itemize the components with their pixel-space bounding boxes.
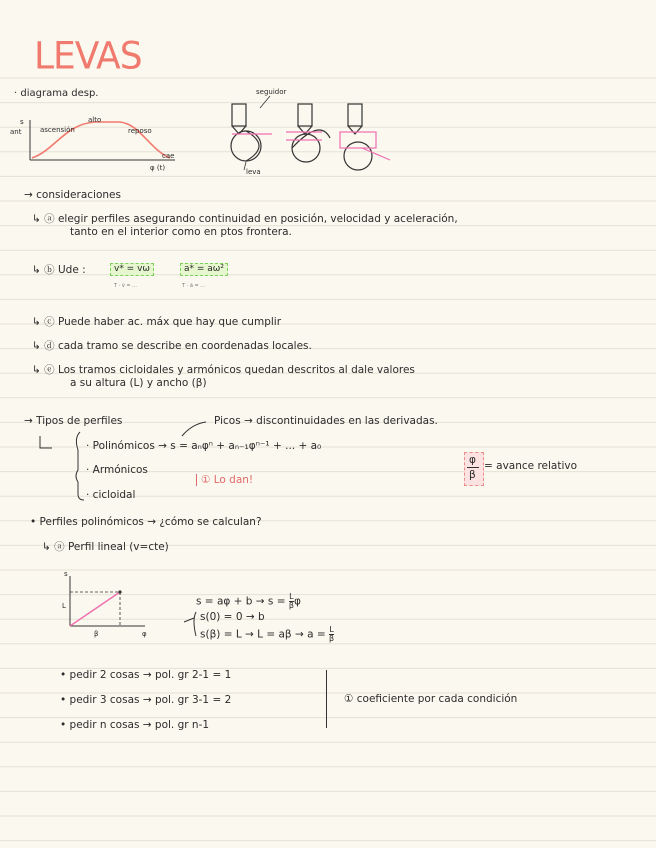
polinomicos-question: • Perfiles polinómicos → ¿cómo se calculan? [30,516,262,528]
velocity-formula-box: v* = vω [110,263,154,276]
consideraciones-heading: → consideraciones [24,189,121,201]
alto-label: alto [88,116,102,124]
axis-ant-label: ant [10,128,22,136]
seguidor-label: seguidor [256,88,287,96]
perfil-lineal: ↳ ⓐ Perfil lineal (v=cte) [42,541,169,553]
linear-equation [196,593,301,610]
diagrama-label: · diagrama desp. [14,88,99,99]
eq1-numerator: L [289,592,294,601]
consideracion-e: ↳ ⓔ Los tramos cicloidales y armónicos quedan descritos al dale valores [32,364,415,376]
condition-2-fraction [329,626,334,643]
graph-beta-label: β [94,630,99,638]
bullets-divider [326,670,327,728]
acceleration-formula-box: a* = aω² [180,263,228,276]
eq3-denominator: β [329,634,335,643]
bullet-pedir-n: • pedir n cosas → pol. gr n-1 [60,719,210,731]
lo-dan-note: ① Lo dan! [196,474,253,486]
cicloidal-line: · cicloidal [86,489,136,501]
consideracion-a: ↳ ⓐ elegir perfiles asegurando continuidad en posición, velocidad y aceleración, [32,213,458,225]
leva-label: leva [246,168,261,176]
ratio-numerator: φ [469,454,476,466]
consideracion-a-cont: tanto en el interior como en ptos frontera. [70,226,292,238]
condition-2-text: s(β) = L → L = aβ → a = [200,628,329,641]
eq1-tail: φ [293,595,301,608]
graph-s-label: s [64,570,68,578]
velocity-subnote: T · ṽ = ... [114,283,137,289]
avance-relativo: = avance relativo [484,460,578,472]
bullet-pedir-3: • pedir 3 cosas → pol. gr 3-1 = 2 [60,694,232,706]
reposo-label: reposo [128,127,152,135]
ratio-denominator: β [469,469,476,481]
linear-equation-text: s = aφ + b → s = [196,595,289,608]
cae-label: cae [162,152,175,160]
condition-1: s(0) = 0 → b [200,611,265,623]
ascension-label: ascensión [40,126,75,134]
consideracion-d: ↳ ⓓ cada tramo se describe en coordenadas locales. [32,340,312,352]
consideracion-c: ↳ ⓒ Puede haber ac. máx que hay que cumplir [32,316,282,328]
axis-s-label: s [20,118,24,126]
consideracion-e-cont: a su altura (L) y ancho (β) [70,377,207,389]
graph-phi-label: φ [142,630,147,638]
condition-2 [200,626,334,643]
coeficiente-note: ① coeficiente por cada condición [344,693,518,705]
armonicos-line: · Armónicos [86,464,148,476]
eq1-denominator: β [288,601,294,610]
page-title: LEVAS [34,34,142,79]
bullet-pedir-2: • pedir 2 cosas → pol. gr 2-1 = 1 [60,669,232,681]
consideracion-b: ↳ ⓑ Ude : [32,264,86,276]
picos-line: Picos → discontinuidades en las derivadas. [214,415,438,427]
acceleration-subnote: T · ã = ... [182,283,206,289]
axis-phi-label: φ (t) [150,164,166,172]
polinomicos-line: · Polinómicos → s = aₙφⁿ + aₙ₋₁φⁿ⁻¹ + ... + a₀ [86,440,322,452]
eq3-numerator: L [329,625,334,634]
tipos-heading: → Tipos de perfiles [24,415,123,427]
graph-L-label: L [62,602,66,610]
